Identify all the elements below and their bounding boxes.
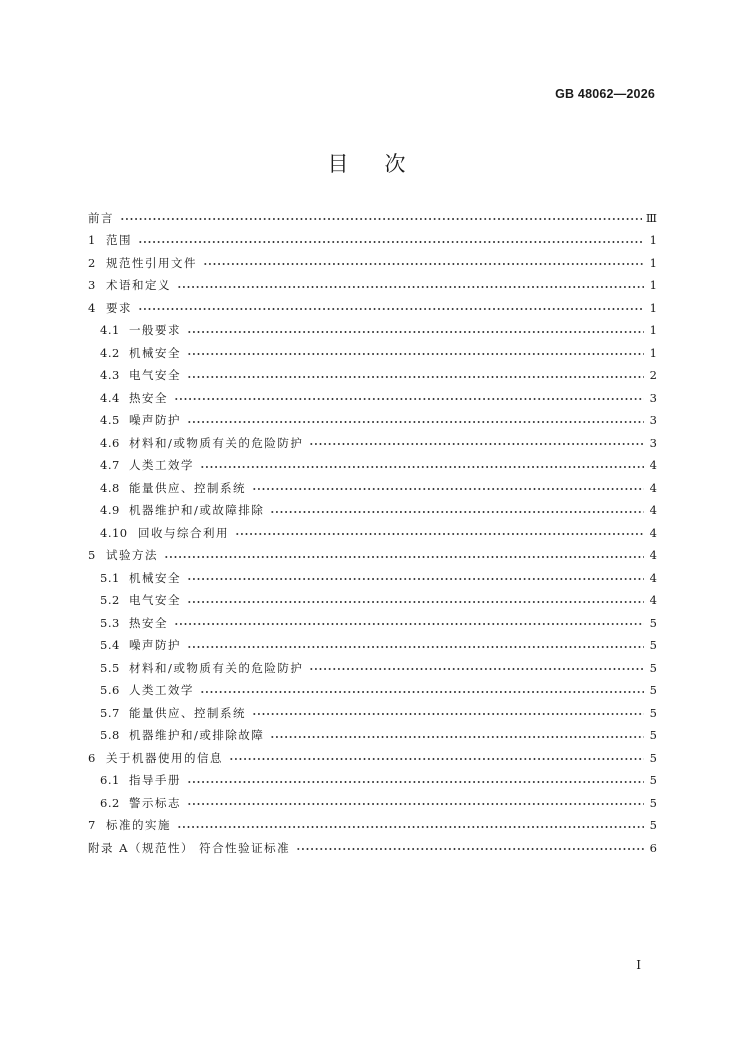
- dot-leader: [252, 709, 644, 719]
- toc-entry-label: 范围: [106, 233, 132, 247]
- toc-entry-number: 4.1: [100, 323, 120, 337]
- dot-leader: [229, 754, 644, 764]
- page-title: 目次: [327, 152, 442, 176]
- toc-entry-label: 噪声防护: [129, 413, 181, 427]
- toc-entry[interactable]: [88, 702, 657, 725]
- toc-entry-number: 4.7: [100, 458, 120, 472]
- toc-entry-page: 1: [649, 233, 657, 247]
- toc-entry-page: 4: [649, 593, 657, 607]
- toc-entry-page: 5: [649, 728, 657, 742]
- table-of-contents: [88, 207, 657, 860]
- toc-entry-label: 材料和/或物质有关的危险防护: [129, 660, 304, 675]
- toc-entry-page: 5: [649, 705, 657, 720]
- toc-entry-number: 4.3: [100, 368, 120, 382]
- dot-leader: [187, 349, 644, 359]
- dot-leader: [252, 484, 644, 494]
- dot-leader: [187, 597, 644, 607]
- dot-leader: [270, 732, 644, 742]
- dot-leader: [200, 462, 644, 472]
- toc-entry-page: 5: [649, 795, 657, 810]
- dot-leader: [187, 574, 644, 584]
- toc-entry[interactable]: [88, 342, 657, 365]
- toc-entry[interactable]: [88, 297, 657, 320]
- toc-entry-number: 2: [88, 255, 96, 270]
- toc-entry-label: 关于机器使用的信息: [106, 750, 223, 765]
- toc-entry[interactable]: [88, 815, 657, 838]
- toc-entry[interactable]: [88, 635, 657, 658]
- toc-entry-number: 5.4: [100, 638, 120, 652]
- dot-leader: [309, 664, 644, 674]
- toc-entry-number: 1: [88, 233, 96, 247]
- toc-entry-page: 3: [649, 435, 657, 450]
- toc-entry-label: 机械安全: [129, 570, 181, 585]
- toc-entry-page: 1: [649, 255, 657, 270]
- toc-entry-number: 4.9: [100, 503, 120, 517]
- toc-entry[interactable]: [88, 230, 657, 253]
- toc-entry[interactable]: [88, 365, 657, 388]
- toc-entry-label: 前言: [88, 210, 114, 225]
- toc-entry-label: 警示标志: [129, 795, 181, 810]
- toc-entry[interactable]: [88, 477, 657, 500]
- toc-entry-page: 4: [649, 480, 657, 495]
- toc-entry-label: 机器维护和/或故障排除: [129, 503, 265, 517]
- toc-entry[interactable]: [88, 522, 657, 545]
- toc-entry[interactable]: [88, 320, 657, 343]
- dot-leader: [177, 822, 644, 832]
- toc-entry[interactable]: [88, 387, 657, 410]
- toc-entry-number: 4.10: [100, 525, 128, 540]
- toc-entry-number: 5.1: [100, 570, 120, 585]
- toc-entry-label: 术语和定义: [106, 278, 171, 292]
- toc-entry-page: 2: [649, 368, 657, 382]
- toc-entry-number: 5.2: [100, 593, 120, 607]
- toc-entry-label: 材料和/或物质有关的危险防护: [129, 435, 304, 450]
- toc-entry-page: 5: [649, 615, 657, 630]
- dot-leader: [177, 282, 644, 292]
- toc-entry-page: 4: [649, 548, 657, 562]
- toc-entry-number: 3: [88, 278, 96, 292]
- toc-entry-number: 4.5: [100, 413, 120, 427]
- toc-entry[interactable]: [88, 680, 657, 703]
- dot-leader: [187, 642, 644, 652]
- dot-leader: [187, 777, 644, 787]
- toc-entry[interactable]: [88, 837, 657, 860]
- toc-entry-page: 5: [649, 818, 657, 832]
- toc-entry-page: 5: [649, 750, 657, 765]
- dot-leader: [203, 259, 644, 269]
- dot-leader: [187, 417, 644, 427]
- toc-entry-number: 4.8: [100, 480, 120, 495]
- toc-entry-label: 回收与综合利用: [138, 525, 229, 540]
- toc-entry-label: 一般要求: [129, 323, 181, 337]
- dot-leader: [164, 552, 644, 562]
- toc-entry-number: 4.4: [100, 390, 120, 405]
- toc-entry-label: 热安全: [129, 390, 168, 405]
- toc-entry-number: 6.2: [100, 795, 120, 810]
- toc-entry-number: 4.2: [100, 345, 120, 360]
- toc-entry-page: 5: [649, 638, 657, 652]
- toc-entry-page: 5: [649, 773, 657, 787]
- toc-entry[interactable]: [88, 432, 657, 455]
- toc-entry-number: 5.7: [100, 705, 120, 720]
- toc-entry[interactable]: [88, 567, 657, 590]
- toc-entry-label: 标准的实施: [106, 818, 171, 832]
- toc-entry-number: 6.1: [100, 773, 120, 787]
- toc-entry-number: 5: [88, 548, 96, 562]
- toc-entry[interactable]: [88, 657, 657, 680]
- toc-entry-label: 人类工效学: [129, 458, 194, 472]
- toc-entry-number: 5.8: [100, 728, 120, 742]
- dot-leader: [200, 687, 644, 697]
- toc-entry-page: Ⅲ: [645, 210, 657, 225]
- toc-entry[interactable]: [88, 747, 657, 770]
- toc-entry-number: 4.6: [100, 435, 120, 450]
- dot-leader: [174, 394, 644, 404]
- dot-leader: [120, 214, 642, 224]
- toc-entry-number: 5.3: [100, 615, 120, 630]
- toc-entry-label: 机械安全: [129, 345, 181, 360]
- toc-entry-label: 人类工效学: [129, 683, 194, 697]
- toc-entry-label: 规范性引用文件: [106, 255, 197, 270]
- toc-entry-page: 1: [649, 345, 657, 360]
- toc-entry-page: 4: [649, 503, 657, 517]
- toc-entry[interactable]: [88, 207, 657, 230]
- toc-entry-page: 3: [649, 413, 657, 427]
- dot-leader: [235, 529, 644, 539]
- toc-entry[interactable]: [88, 770, 657, 793]
- toc-entry-page: 6: [649, 840, 657, 855]
- toc-entry-page: 3: [649, 390, 657, 405]
- standard-number: GB 48062—2026: [555, 87, 655, 101]
- toc-entry-page: 1: [649, 323, 657, 337]
- toc-entry-page: 5: [649, 660, 657, 675]
- dot-leader: [138, 304, 644, 314]
- toc-entry-page: 4: [649, 570, 657, 585]
- dot-leader: [270, 507, 644, 517]
- toc-entry-label: 电气安全: [129, 593, 181, 607]
- dot-leader: [309, 439, 644, 449]
- toc-entry-label: 能量供应、控制系统: [129, 705, 246, 720]
- toc-entry-number: 6: [88, 750, 96, 765]
- toc-entry-label: 要求: [106, 300, 132, 315]
- toc-entry-number: 5.5: [100, 660, 120, 675]
- toc-entry[interactable]: [88, 410, 657, 433]
- toc-entry-label: 机器维护和/或排除故障: [129, 728, 265, 742]
- toc-entry[interactable]: [88, 275, 657, 298]
- toc-entry-page: 5: [649, 683, 657, 697]
- toc-entry[interactable]: [88, 252, 657, 275]
- toc-entry-label: 热安全: [129, 615, 168, 630]
- dot-leader: [174, 619, 644, 629]
- toc-entry-label: 试验方法: [106, 548, 158, 562]
- toc-entry-label: 能量供应、控制系统: [129, 480, 246, 495]
- dot-leader: [187, 327, 644, 337]
- dot-leader: [296, 844, 644, 854]
- toc-entry-page: 4: [649, 525, 657, 540]
- dot-leader: [187, 372, 644, 382]
- toc-entry-label: 电气安全: [129, 368, 181, 382]
- toc-entry[interactable]: [88, 455, 657, 478]
- toc-entry[interactable]: [88, 590, 657, 613]
- toc-entry[interactable]: [88, 500, 657, 523]
- toc-entry-number: 5.6: [100, 683, 120, 697]
- toc-entry[interactable]: [88, 792, 657, 815]
- toc-entry[interactable]: [88, 612, 657, 635]
- toc-entry-page: 1: [649, 300, 657, 315]
- toc-entry-page: 4: [649, 458, 657, 472]
- toc-entry-number: 4: [88, 300, 96, 315]
- toc-entry-label: 附录 A（规范性） 符合性验证标准: [88, 840, 291, 855]
- footer-page-number: I: [636, 958, 641, 972]
- toc-entry[interactable]: [88, 545, 657, 568]
- toc-entry-label: 噪声防护: [129, 638, 181, 652]
- toc-entry[interactable]: [88, 725, 657, 748]
- toc-entry-label: 指导手册: [129, 773, 181, 787]
- toc-entry-number: 7: [88, 818, 96, 832]
- dot-leader: [187, 799, 644, 809]
- dot-leader: [138, 237, 644, 247]
- toc-entry-page: 1: [649, 278, 657, 292]
